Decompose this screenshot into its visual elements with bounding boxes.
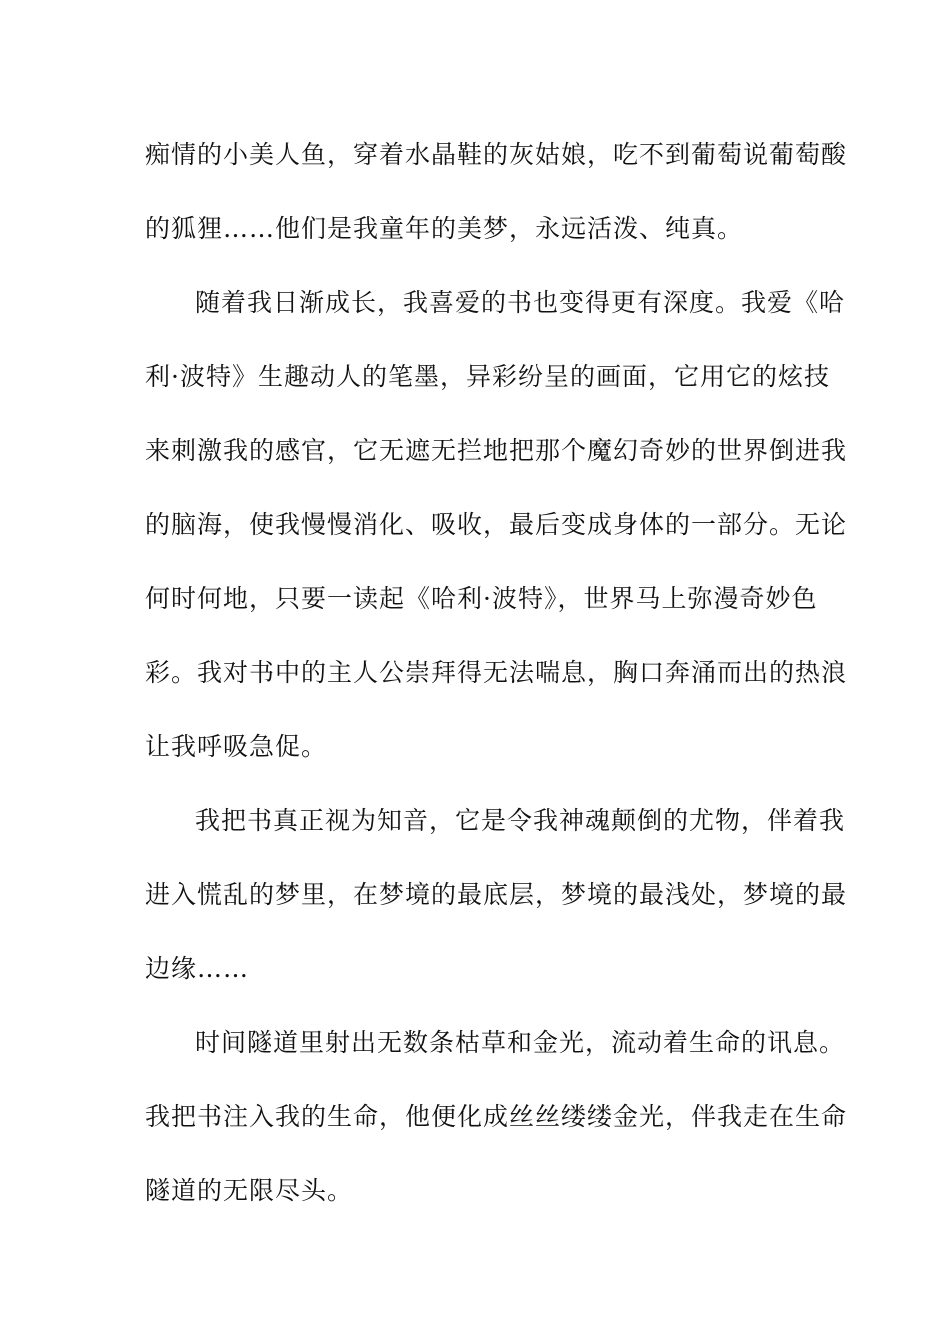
text-line-3: 随着我日渐成长，我喜爱的书也变得更有深度。我爱《哈 — [195, 288, 846, 317]
text-line-6: 的脑海，使我慢慢消化、吸收，最后变成身体的一部分。无论 — [145, 510, 848, 539]
text-line-14: 我把书注入我的生命，他便化成丝丝缕缕金光，伴我走在生命 — [145, 1102, 848, 1131]
text-line-15: 隧道的无限尽头。 — [145, 1176, 354, 1205]
text-line-13: 时间隧道里射出无数条枯草和金光，流动着生命的讯息。 — [195, 1028, 846, 1057]
text-line-7: 何时何地，只要一读起《哈利·波特》，世界马上弥漫奇妙色 — [145, 584, 818, 613]
text-line-2: 的狐狸……他们是我童年的美梦，永远活泼、纯真。 — [145, 214, 744, 243]
text-line-12: 边缘…… — [145, 954, 250, 983]
text-line-11: 进入慌乱的梦里，在梦境的最底层，梦境的最浅处，梦境的最 — [145, 880, 848, 909]
text-line-4: 利·波特》生趣动人的笔墨，异彩纷呈的画面，它用它的炫技 — [145, 362, 830, 391]
text-line-9: 让我呼吸急促。 — [145, 732, 328, 761]
text-line-1: 痴情的小美人鱼，穿着水晶鞋的灰姑娘，吃不到葡萄说葡萄酸 — [145, 140, 848, 169]
body-text — [145, 118, 848, 1228]
text-line-8: 彩。我对书中的主人公崇拜得无法喘息，胸口奔涌而出的热浪 — [145, 658, 848, 687]
text-line-10: 我把书真正视为知音，它是令我神魂颠倒的尤物，伴着我 — [195, 806, 846, 835]
text-line-5: 来刺激我的感官，它无遮无拦地把那个魔幻奇妙的世界倒进我 — [145, 436, 848, 465]
